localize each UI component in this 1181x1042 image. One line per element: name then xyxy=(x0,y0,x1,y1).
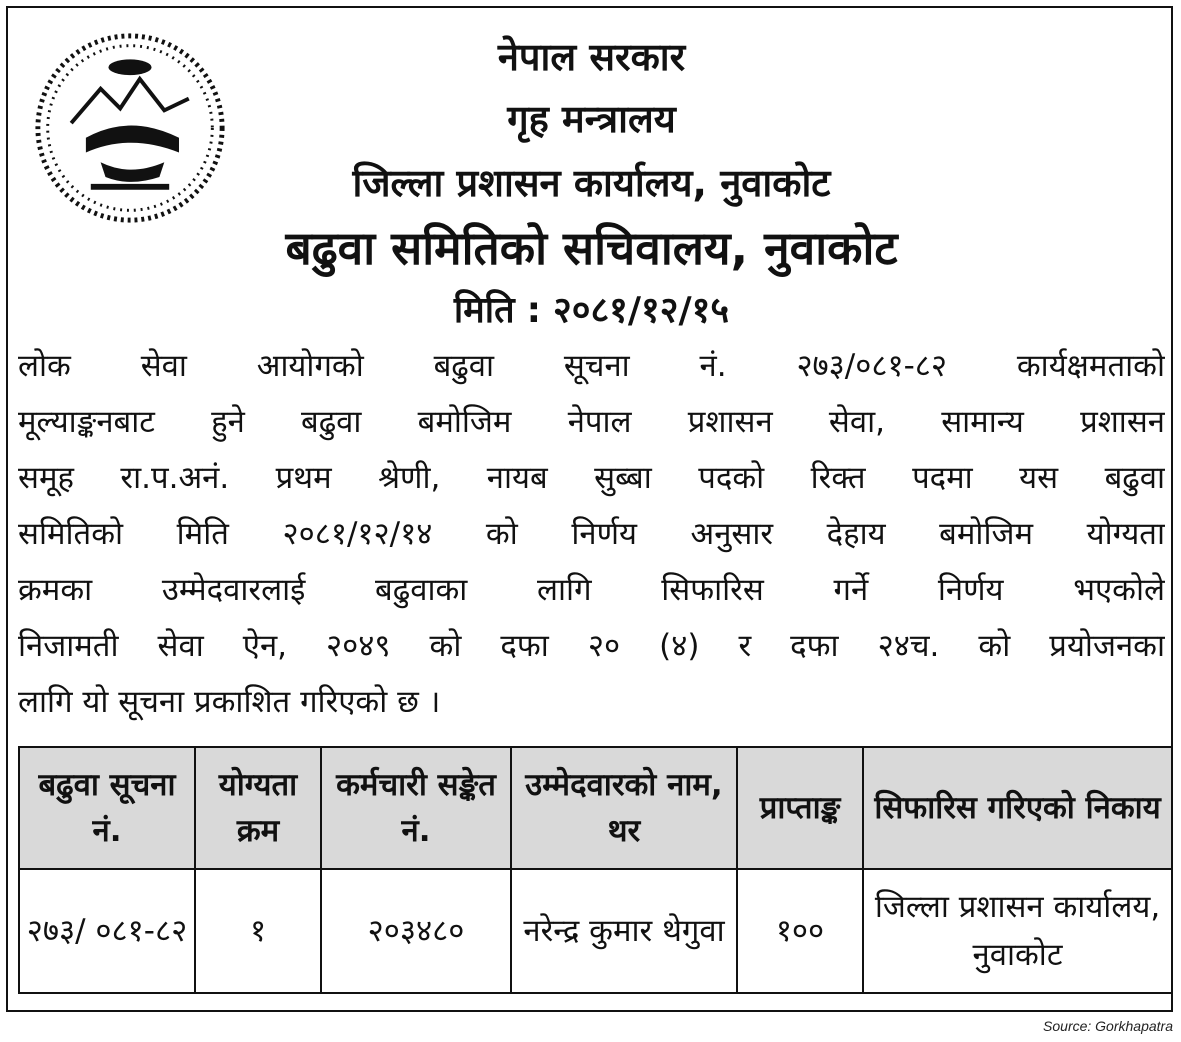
date-separator: : xyxy=(526,290,542,331)
body-line: समितिको मिति २०८१/१२/१४ को निर्णय अनुसार देहाय बमोजिम योग्यता xyxy=(18,516,1165,552)
header-score: प्राप्ताङ्क xyxy=(737,747,863,869)
body-line: लोक सेवा आयोगको बढुवा सूचना नं. २७३/०८१-८२ कार्यक्षमताको xyxy=(18,348,1165,384)
ministry-title: गृह मन्त्रालय xyxy=(507,97,676,141)
cell-merit-rank: १ xyxy=(195,869,321,993)
header-candidate-name: उम्मेदवारको नाम, थर xyxy=(511,747,737,869)
cell-employee-code: २०३४८० xyxy=(321,869,511,993)
table-row xyxy=(19,869,1172,993)
cell-notice-number: २७३/ ०८१-८२ xyxy=(19,869,195,993)
body-line: लागि यो सूचना प्रकाशित गरिएको छ । xyxy=(18,684,441,720)
table-header-row xyxy=(19,747,1172,869)
header-recommended-office: सिफारिस गरिएको निकाय xyxy=(863,747,1172,869)
header-merit-rank: योग्यता क्रम xyxy=(195,747,321,869)
secretariat-title: बढुवा समितिको सचिवालय, नुवाकोट xyxy=(285,221,898,275)
body-line: मूल्याङ्कनबाट हुने बढुवा बमोजिम नेपाल प्रशासन सेवा, सामान्य प्रशासन xyxy=(18,404,1165,440)
cell-recommended-office: जिल्ला प्रशासन कार्यालय, नुवाकोट xyxy=(863,869,1172,993)
source-credit: Source: Gorkhapatra xyxy=(1043,1018,1173,1034)
notice-panel xyxy=(6,6,1173,1012)
date-label: मिति xyxy=(453,290,515,331)
cell-candidate-name: नरेन्द्र कुमार थेगुवा xyxy=(511,869,737,993)
notice-date xyxy=(8,284,1175,333)
notice-body xyxy=(18,338,1165,730)
cell-score: १०० xyxy=(737,869,863,993)
body-line: समूह रा.प.अनं. प्रथम श्रेणी, नायब सुब्बा पदको रिक्त पदमा यस बढुवा xyxy=(18,460,1165,496)
office-title: जिल्ला प्रशासन कार्यालय, नुवाकोट xyxy=(352,161,831,205)
date-value: २०८१/१२/१५ xyxy=(553,290,730,331)
body-line: निजामती सेवा ऐन, २०४९ को दफा २० (४) र दफा २४च. को प्रयोजनका xyxy=(18,628,1165,664)
header-employee-code: कर्मचारी सङ्केत नं. xyxy=(321,747,511,869)
body-line: क्रमका उम्मेदवारलाई बढुवाका लागि सिफारिस गर्ने निर्णय भएकोले xyxy=(18,572,1165,608)
recommendation-table xyxy=(18,746,1173,994)
government-title: नेपाल सरकार xyxy=(497,35,686,79)
header-notice-number: बढुवा सूचना नं. xyxy=(19,747,195,869)
